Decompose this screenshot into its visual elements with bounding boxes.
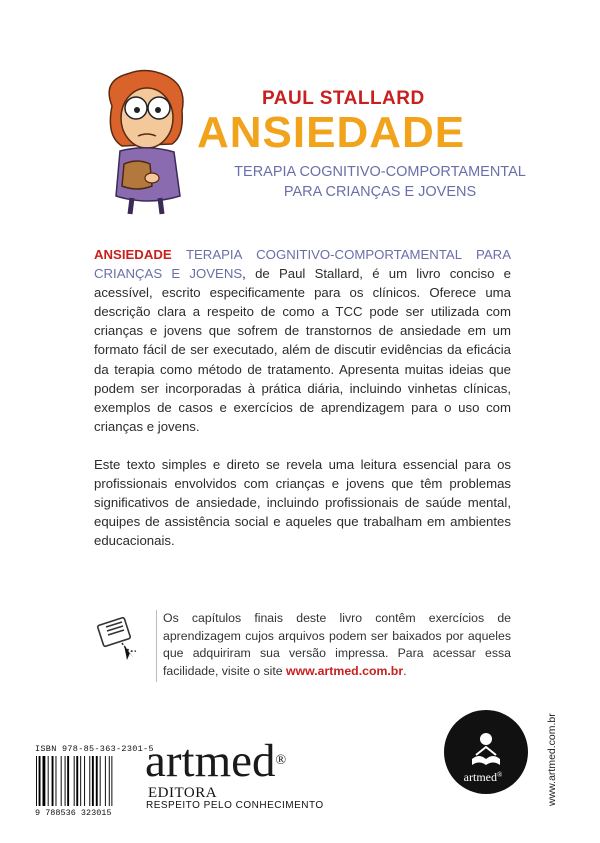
- side-url-text: www.artmed.com.br: [546, 713, 558, 806]
- publisher-editora: EDITORA: [148, 785, 218, 801]
- book-subtitle: [215, 162, 545, 202]
- inline-title: ANSIEDADE: [94, 247, 172, 262]
- subtitle-line-2: PARA CRIANÇAS E JOVENS: [283, 184, 477, 200]
- description-paragraph-2: Este texto simples e direto se revela uma leitura essencial para os profissionais envolvidos com crianças e jovens que têm problemas significativos de ansiedade, incluindo profissionais de saúde mental, equipes de assistência social e aqueles que trabalham em ambientes educacionais.: [94, 456, 511, 549]
- registered-mark: ®: [275, 753, 287, 768]
- vertical-site-url: [542, 706, 560, 806]
- document-download-icon: [94, 613, 142, 663]
- subtitle-line-1: TERAPIA COGNITIVO-COMPORTAMENTAL: [234, 164, 526, 180]
- note-text: Os capítulos finais deste livro contêm exercícios de aprendizagem cujos arquivos podem ser baixados por aqueles que adquiriram sua versão impressa. Para acessar essa facilidade, visite o site: [163, 611, 511, 678]
- barcode-icon: [35, 756, 138, 806]
- publisher-name: artmed: [145, 735, 276, 787]
- description-text: [94, 245, 511, 569]
- description-paragraph-1: [94, 245, 511, 436]
- note-url-link[interactable]: www.artmed.com.br: [286, 663, 404, 678]
- publisher-slogan: RESPEITO PELO CONHECIMENTO: [146, 800, 324, 811]
- artmed-seal-logo: [443, 709, 529, 795]
- note-divider: [156, 610, 157, 682]
- note-end: .: [403, 663, 407, 678]
- barcode-digits: 9 788536 323015: [35, 808, 112, 818]
- child-mascot-illustration: [92, 66, 202, 216]
- paragraph-1-text: , de Paul Stallard, é um livro conciso e acessível, escrito especificamente para os clínicos. Oferece uma descrição clara a respeito de como a TCC pode ser utilizada com crianças e jovens que sofrem de transtornos de ansiedade em um formato fácil de ser executado, além de discutir evidências da eficácia da terapia como método de tratamento. Apresenta muitas ideias que podem ser incorporadas à prática diária, incluindo vinhetas clínicas, exemplos de casos e exercícios de aprendizagem para o uso com crianças e jovens.: [94, 266, 511, 434]
- inline-subtitle: TERAPIA COGNITIVO-COMPORTAMENTAL PARA CRIANÇAS E JOVENS: [94, 247, 511, 282]
- logo-text: artmed: [463, 770, 497, 784]
- isbn-label: ISBN 978-85-363-2301-5: [35, 744, 154, 754]
- book-title: ANSIEDADE: [197, 108, 466, 157]
- download-note: [163, 610, 511, 680]
- publisher-wordmark: [145, 737, 286, 785]
- logo-reg: ®: [497, 771, 503, 779]
- author-name: PAUL STALLARD: [262, 88, 425, 109]
